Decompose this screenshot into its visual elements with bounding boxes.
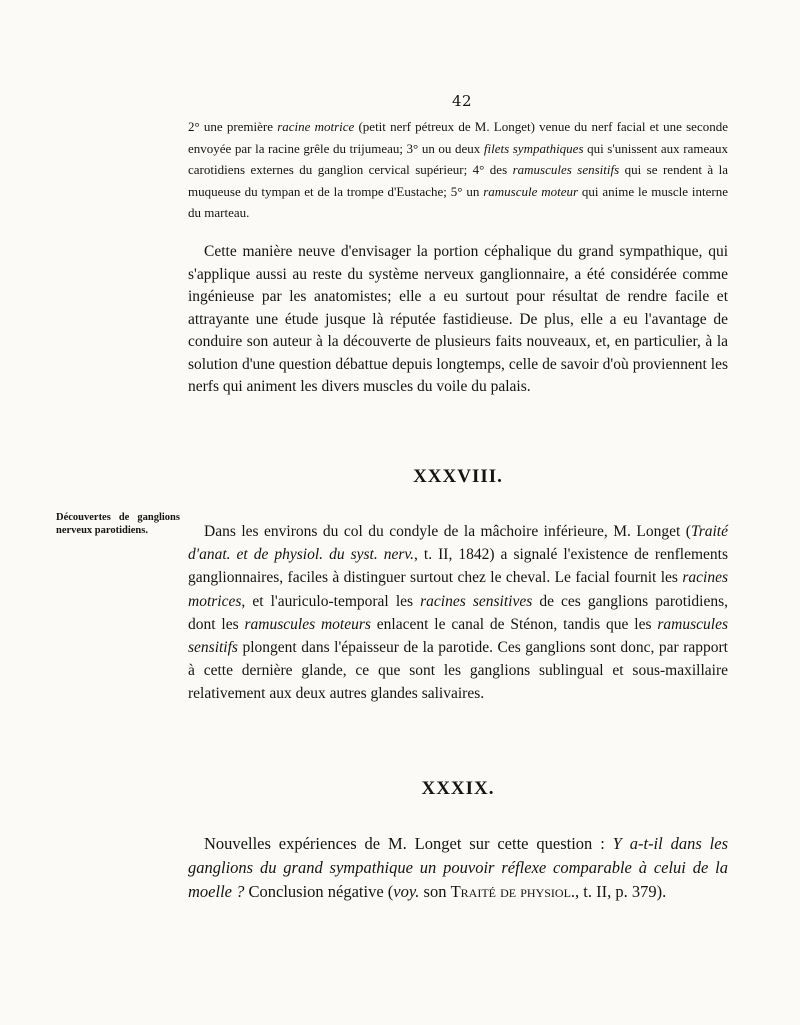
paragraph-1-italic: filets sympathiques (483, 140, 584, 156)
paragraph-4-text: , t. II, p. 379). (575, 882, 667, 901)
paragraph-1-text: (petit nerf pétreux de M. Longet) venue du nerf facial et une seconde envoyée par la racine grêle du trijumeau; 3° un ou deux (188, 119, 728, 156)
paragraph-1-italic: ramuscule moteur (483, 183, 579, 199)
paragraph-1-italic: racine motrice (277, 119, 355, 134)
paragraph-2 (188, 241, 728, 399)
paragraph-3-text: Dans les environs du col du condyle de la mâchoire inférieure, M. Longet ( (204, 523, 691, 540)
paragraph-1-italic: ramuscules sensitifs (512, 162, 620, 177)
paragraph-3 (188, 520, 728, 706)
paragraph-1-text: qui se rendent à la muqueuse du tympan et de la trompe d'Eustache; 5° un (188, 162, 729, 199)
paragraph-3-text: enlacent le canal de Sténon, tandis que les (370, 615, 658, 633)
section-heading-xxxix: XXXIX. (421, 778, 495, 799)
paragraph-3-italic: ramuscules moteurs (244, 615, 371, 633)
paragraph-1 (188, 116, 728, 224)
paragraph-1-text: 2° une première (188, 119, 278, 134)
section-heading-xxxviii: XXXVIII. (413, 466, 503, 487)
paragraph-3-text: , t. II, 1842) a signalé l'existence de renflements ganglionnaires, faciles à distinguer surtout chez le cheval. Le facial fournit les (188, 546, 728, 587)
page-number: 42 (452, 92, 473, 110)
paragraph-3-italic: Traité d'anat. et de physiol. du syst. nerv. (188, 523, 728, 564)
paragraph-4-text: Nouvelles expériences de M. Longet sur cette question : (204, 834, 613, 853)
paragraph-3-text: , et l'auriculo-temporal les (241, 592, 421, 610)
paragraph-1-text: qui s'unissent aux rameaux carotidiens externes du ganglion cervical supérieur; 4° des (188, 140, 729, 177)
paragraph-4-text: Conclusion négative ( (244, 882, 394, 901)
paragraph-4-smallcaps: Traité de physiol. (450, 882, 576, 901)
paragraph-3-text: de ces ganglions parotidiens, dont les (188, 592, 728, 633)
paragraph-3-italic: ramuscules sensitifs (188, 615, 728, 657)
paragraph-4-italic: voy. (393, 882, 420, 901)
paragraph-4 (188, 832, 728, 904)
margin-note: Découvertes de ganglions nerveux parotidiens. (56, 512, 180, 536)
paragraph-1-text: qui anime le muscle interne du marteau. (188, 183, 728, 220)
paragraph-3-text: plongent dans l'épaisseur de la parotide. Ces ganglions sont donc, par rapport à cette dernière glande, ce que sont les ganglions sublingual et sous-maxillaire relativement aux deux autres glandes salivaires. (188, 639, 728, 703)
paragraph-3-italic: racines sensitives (420, 592, 533, 610)
paragraph-4-italic: Y a-t-il dans les ganglions du grand sympathique un pouvoir réflexe comparable à celui de la moelle ? (188, 834, 729, 901)
paragraph-3-italic: racines motrices (188, 569, 728, 610)
paragraph-2-text: Cette manière neuve d'envisager la portion céphalique du grand sympathique, qui s'applique aussi au reste du système nerveux ganglionnaire, a été considérée comme ingénieuse par les anatomistes; elle a eu surtout pour résultat de rendre facile et attrayante une étude jusque là réputée fastidieuse. De plus, elle a eu l'avantage de conduire son auteur à la découverte de plusieurs faits nouveaux, et, en particulier, à la solution d'une question débattue depuis longtemps, celle de savoir d'où proviennent les nerfs qui animent les divers muscles du voile du palais. (188, 243, 728, 395)
paragraph-4-text: son (419, 882, 451, 901)
